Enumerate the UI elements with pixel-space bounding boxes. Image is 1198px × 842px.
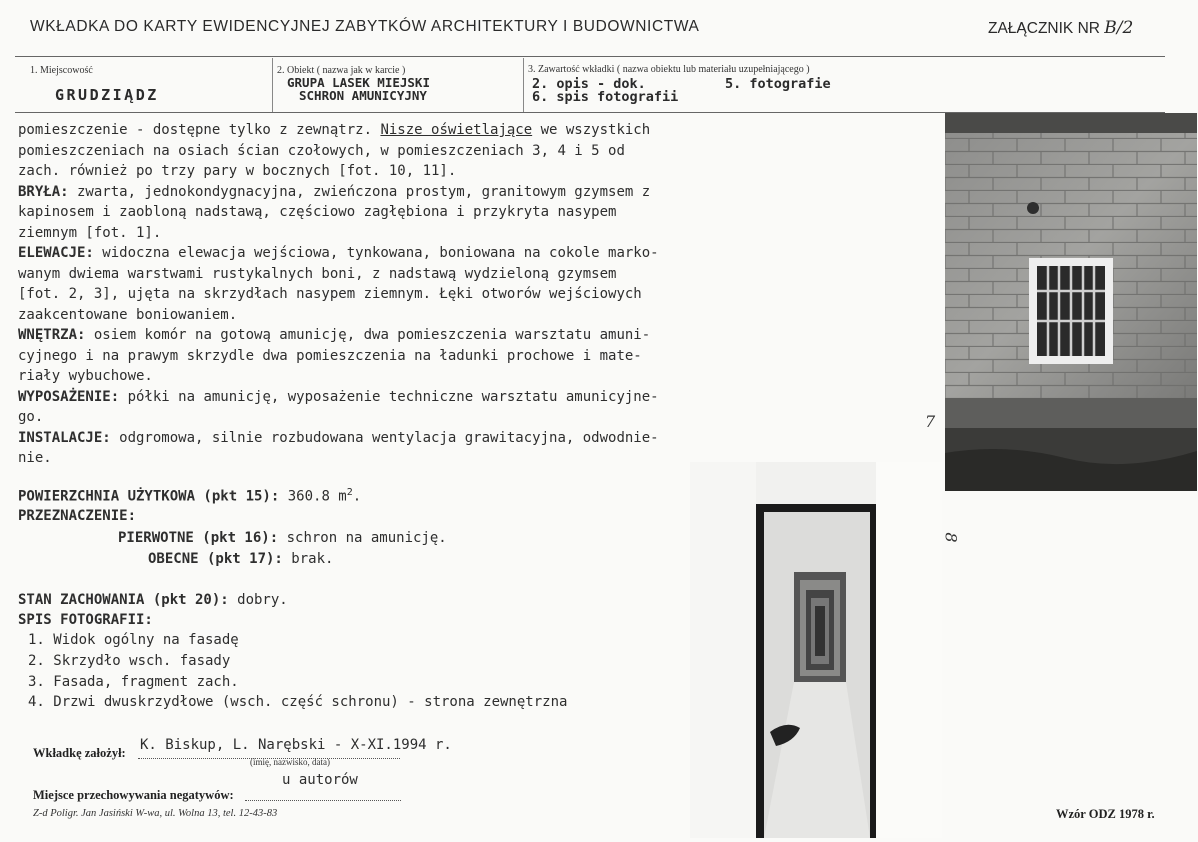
body-line: WNĘTRZA: osiem komór na gotową amunicję, dwa pomieszczenia warsztatu amuni- (18, 327, 651, 343)
photo-8-number: 8 (941, 532, 961, 543)
attachment-label: ZAŁĄCZNIK NR (988, 20, 1100, 37)
purpose-label: PRZEZNACZENIE: (18, 508, 137, 524)
printer-imprint: Z-d Poligr. Jan Jasiński W-wa, ul. Wolna 13, tel. 12-43-83 (33, 808, 278, 819)
made-by-value: K. Biskup, L. Narębski - X-XI.1994 r. (140, 737, 452, 753)
negatives-line (245, 800, 401, 801)
photo-list-item: 2. Skrzydło wsch. fasady (28, 653, 231, 669)
body-line: zaakcentowane boniowaniem. (18, 306, 238, 323)
body-line: cyjnego i na prawym skrzydle dwa pomieszczenia na ładunki prochowe i mate- (18, 347, 642, 364)
attachment-number (988, 18, 1133, 38)
photo-list-item: 3. Fasada, fragment zach. (28, 674, 239, 690)
photos-list-title: SPIS FOTOGRAFII: (18, 612, 153, 628)
photo-7 (945, 113, 1197, 491)
body-line: ziemnym [fot. 1]. (18, 224, 162, 241)
body-line: riały wybuchowe. (18, 368, 153, 384)
body-line: pomieszczeniach na osiach ścian czołowych, w pomieszczeniach 3, 4 i 5 od (18, 142, 625, 159)
body-line: kapinosem i zaobloną nadstawą, częściowo zagłębiona i przykryta nasypem (18, 204, 617, 220)
field-3-label: 3. Zawartość wkładki ( nazwa obiektu lub materiału uzupełniającego ) (528, 64, 810, 75)
body-line: WYPOSAŻENIE: półki na amunicję, wyposażenie techniczne warsztatu amunicyjne- (18, 388, 659, 405)
field-3-value-line2: 6. spis fotografii (532, 89, 679, 105)
photo-list-item: 4. Drzwi dwuskrzydłowe (wsch. część schronu) - strona zewnętrzna (28, 694, 568, 710)
purpose-current: OBECNE (pkt 17): brak. (148, 551, 334, 567)
body-line: [fot. 2, 3], ujęta na skrzydłach nasypem ziemnym. Łęki otworów wejściowych (18, 286, 642, 302)
corridor-photo-image (690, 462, 942, 838)
body-line: nie. (18, 450, 52, 466)
field-1-label: 1. Miejscowość (30, 65, 93, 76)
body-line: go. (18, 409, 44, 425)
negatives-location-value: u autorów (282, 772, 358, 788)
field-2-value-line1: GRUPA LASEK MIEJSKI (287, 75, 430, 90)
purpose-original: PIERWOTNE (pkt 16): schron na amunicję. (118, 530, 447, 546)
body-line: zach. również po trzy pary w bocznych [fot. 10, 11]. (18, 163, 457, 179)
body-line: BRYŁA: zwarta, jednokondygnacyjna, zwieńczona prostym, granitowym gzymsem z (18, 183, 651, 200)
body-line: INSTALACJE: odgromowa, silnie rozbudowana wentylacja grawitacyjna, odwodnie- (18, 429, 659, 446)
made-by-label: Wkładkę założył: (33, 746, 126, 760)
field-divider-1 (272, 58, 273, 112)
negatives-location-label: Miejsce przechowywania negatywów: (33, 788, 234, 802)
attachment-value: B/2 (1104, 18, 1134, 38)
made-by-caption: (imię, nazwisko, data) (250, 757, 330, 767)
field-2-label: 2. Obiekt ( nazwa jak w karcie ) (277, 65, 406, 76)
photo-7-number: 7 (925, 412, 936, 431)
field-3-value-line1a: 2. opis - dok. (532, 76, 646, 92)
description-body (18, 120, 798, 469)
usable-area: POWIERZCHNIA UŻYTKOWA (pkt 15): 360.8 $m^2$. (18, 487, 362, 505)
body-line: wanym dwiema warstwami rustykalnych boni, z nadstawą wydzieloną gzymsem (18, 265, 617, 282)
body-line: ELEWACJE: widoczna elewacja wejściowa, tynkowana, boniowana na cokole marko- (18, 245, 659, 261)
header-rule (15, 56, 1165, 57)
form-template: Wzór ODZ 1978 r. (1056, 807, 1155, 821)
field-3-value-line1b: 5. fotografie (725, 76, 831, 92)
field-2-value-line2: SCHRON AMUNICYJNY (299, 88, 427, 103)
body-line: pomieszczenie - dostępne tylko z zewnątrz. Nisze oświetlające we wszystkich (18, 122, 651, 138)
facade-photo-image (945, 113, 1197, 491)
condition: STAN ZACHOWANIA (pkt 20): dobry. (18, 592, 288, 608)
field-1-value: GRUDZIĄDZ (55, 86, 159, 104)
photo-8 (690, 462, 942, 838)
field-divider-2 (523, 58, 524, 112)
form-title: WKŁADKA DO KARTY EWIDENCYJNEJ ZABYTKÓW ARCHITEKTURY I BUDOWNICTWA (30, 18, 700, 35)
photo-list-item: 1. Widok ogólny na fasadę (28, 632, 239, 648)
